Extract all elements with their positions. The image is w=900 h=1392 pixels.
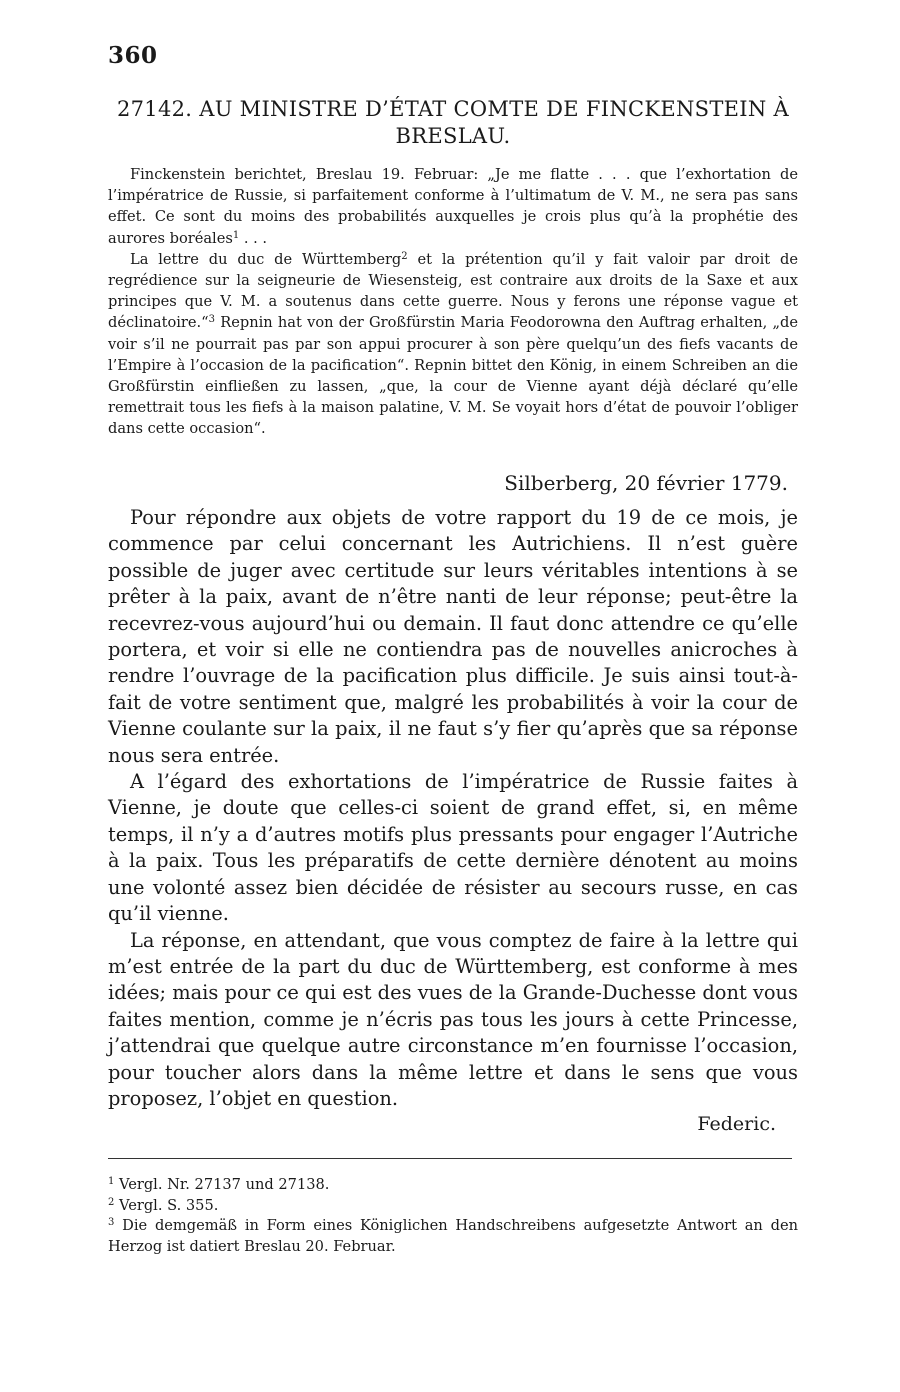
footnote-text: Die demgemäß in Form eines Königlichen Handschreibens aufgesetzte Antwort an den Herzog ist datiert Breslau 20. Februar. (108, 1217, 798, 1255)
footnote-mark: 3 (108, 1217, 115, 1228)
summary-paragraph (108, 249, 798, 440)
footnote (108, 1216, 798, 1257)
footnote (108, 1175, 798, 1196)
letter-paragraph: Pour répondre aux objets de votre rapport du 19 de ce mois, je commence par celui concernant les Autrichiens. Il n’est guère possible de juger avec certitude sur leurs véritables intentions à se prêter à la paix, avant de n’être nanti de leur réponse; peut-être la recevrez-vous aujourd’hui ou demain. Il faut donc attendre ce qu’elle portera, et voir si elle ne contiendra pas de nouvelles anicroches à rendre l’ouvrage de la pacification plus difficile. Je suis ainsi tout-à-fait de votre sentiment que, malgré les probabilités à voir la cour de Vienne coulante sur la paix, il ne faut s’y fier qu’après que sa réponse nous sera entrée. (108, 506, 798, 767)
summary-text: La lettre du duc de Württemberg (130, 250, 402, 268)
footnote-ref: 3 (208, 314, 215, 326)
page-number: 360 (108, 42, 158, 69)
footnote-ref: 1 (232, 229, 240, 241)
footnote-ref: 2 (401, 250, 408, 262)
summary-paragraph (108, 164, 798, 249)
footnote (108, 1196, 798, 1217)
letter-paragraph: A l’égard des exhortations de l’impératrice de Russie faites à Vienne, je doute que celles-ci soient de grand effet, si, en même temps, il n’y a d’autres motifs plus pressants pour engager l’Autriche à la paix. Tous les préparatifs de cette dernière dénotent au moins une volonté assez bien décidée de résister au secours russe, en cas qu’il vienne. (108, 770, 798, 926)
footnote-mark: 2 (108, 1196, 115, 1208)
letter-title: 27142. AU MINISTRE D’ÉTAT COMTE DE FINCKENSTEIN À BRESLAU. (116, 97, 790, 148)
summary-text: Repnin hat von der Großfürstin Maria Feodorowna den Auftrag erhalten, „de voir s’il ne pourrait pas par son appui procurer à son père quelqu’un des fiefs vacants de l’Empire à l’occasion de la pacification“. Repnin bittet den König, in einem Schreiben an die Großfürstin einfließen zu lassen, „que, la cour de Vienne ayant déjà déclaré qu’elle remettrait tous les fiefs à la maison palatine, V. M. Se voyait hors d’état de pouvoir l’obliger dans cette occasion“. (108, 314, 798, 438)
summary-text: Finckenstein berichtet, Breslau 19. Februar: „Je me flatte . . . que l’exhortation de l’impératrice de Russie, si parfaitement conforme à l’ultimatum de V. M., ne sera pas sans effet. Ce sont du moins des probabilités auxquelles je crois plus qu’à la prophétie des aurores boréales (108, 166, 798, 247)
footnote-text: Vergl. S. 355. (114, 1196, 219, 1214)
footnote-mark: 1 (108, 1176, 115, 1187)
summary-text: . . . (239, 229, 268, 247)
letter-paragraph: La réponse, en attendant, que vous comptez de faire à la lettre qui m’est entrée de la part du duc de Württemberg, est conforme à mes idées; mais pour ce qui est des vues de la Grande-Duchesse dont vous faites mention, comme je n’écris pas tous les jours à cette Princesse, j’attendrai que quelque autre circonstance m’en fournisse l’occasion, pour toucher alors dans la même lettre et dans le sens que vous proposez, l’objet en question. (108, 928, 798, 1110)
signature: Federic. (697, 1113, 776, 1135)
footnotes (108, 1175, 798, 1257)
editorial-summary (108, 164, 798, 440)
letter-body (108, 505, 798, 1112)
footnote-text: Vergl. Nr. 27137 und 27138. (114, 1176, 330, 1193)
footnote-divider (108, 1158, 792, 1159)
dateline: Silberberg, 20 février 1779. (504, 471, 788, 495)
summary-text: et la prétention qu’il y fait valoir par droit de regrédience sur la seigneurie de Wiesensteig, est contraire aux droits de la Saxe et aux principes que V. M. a soutenus dans cette guerre. Nous y ferons une réponse vague et déclinatoire.“ (108, 250, 798, 332)
